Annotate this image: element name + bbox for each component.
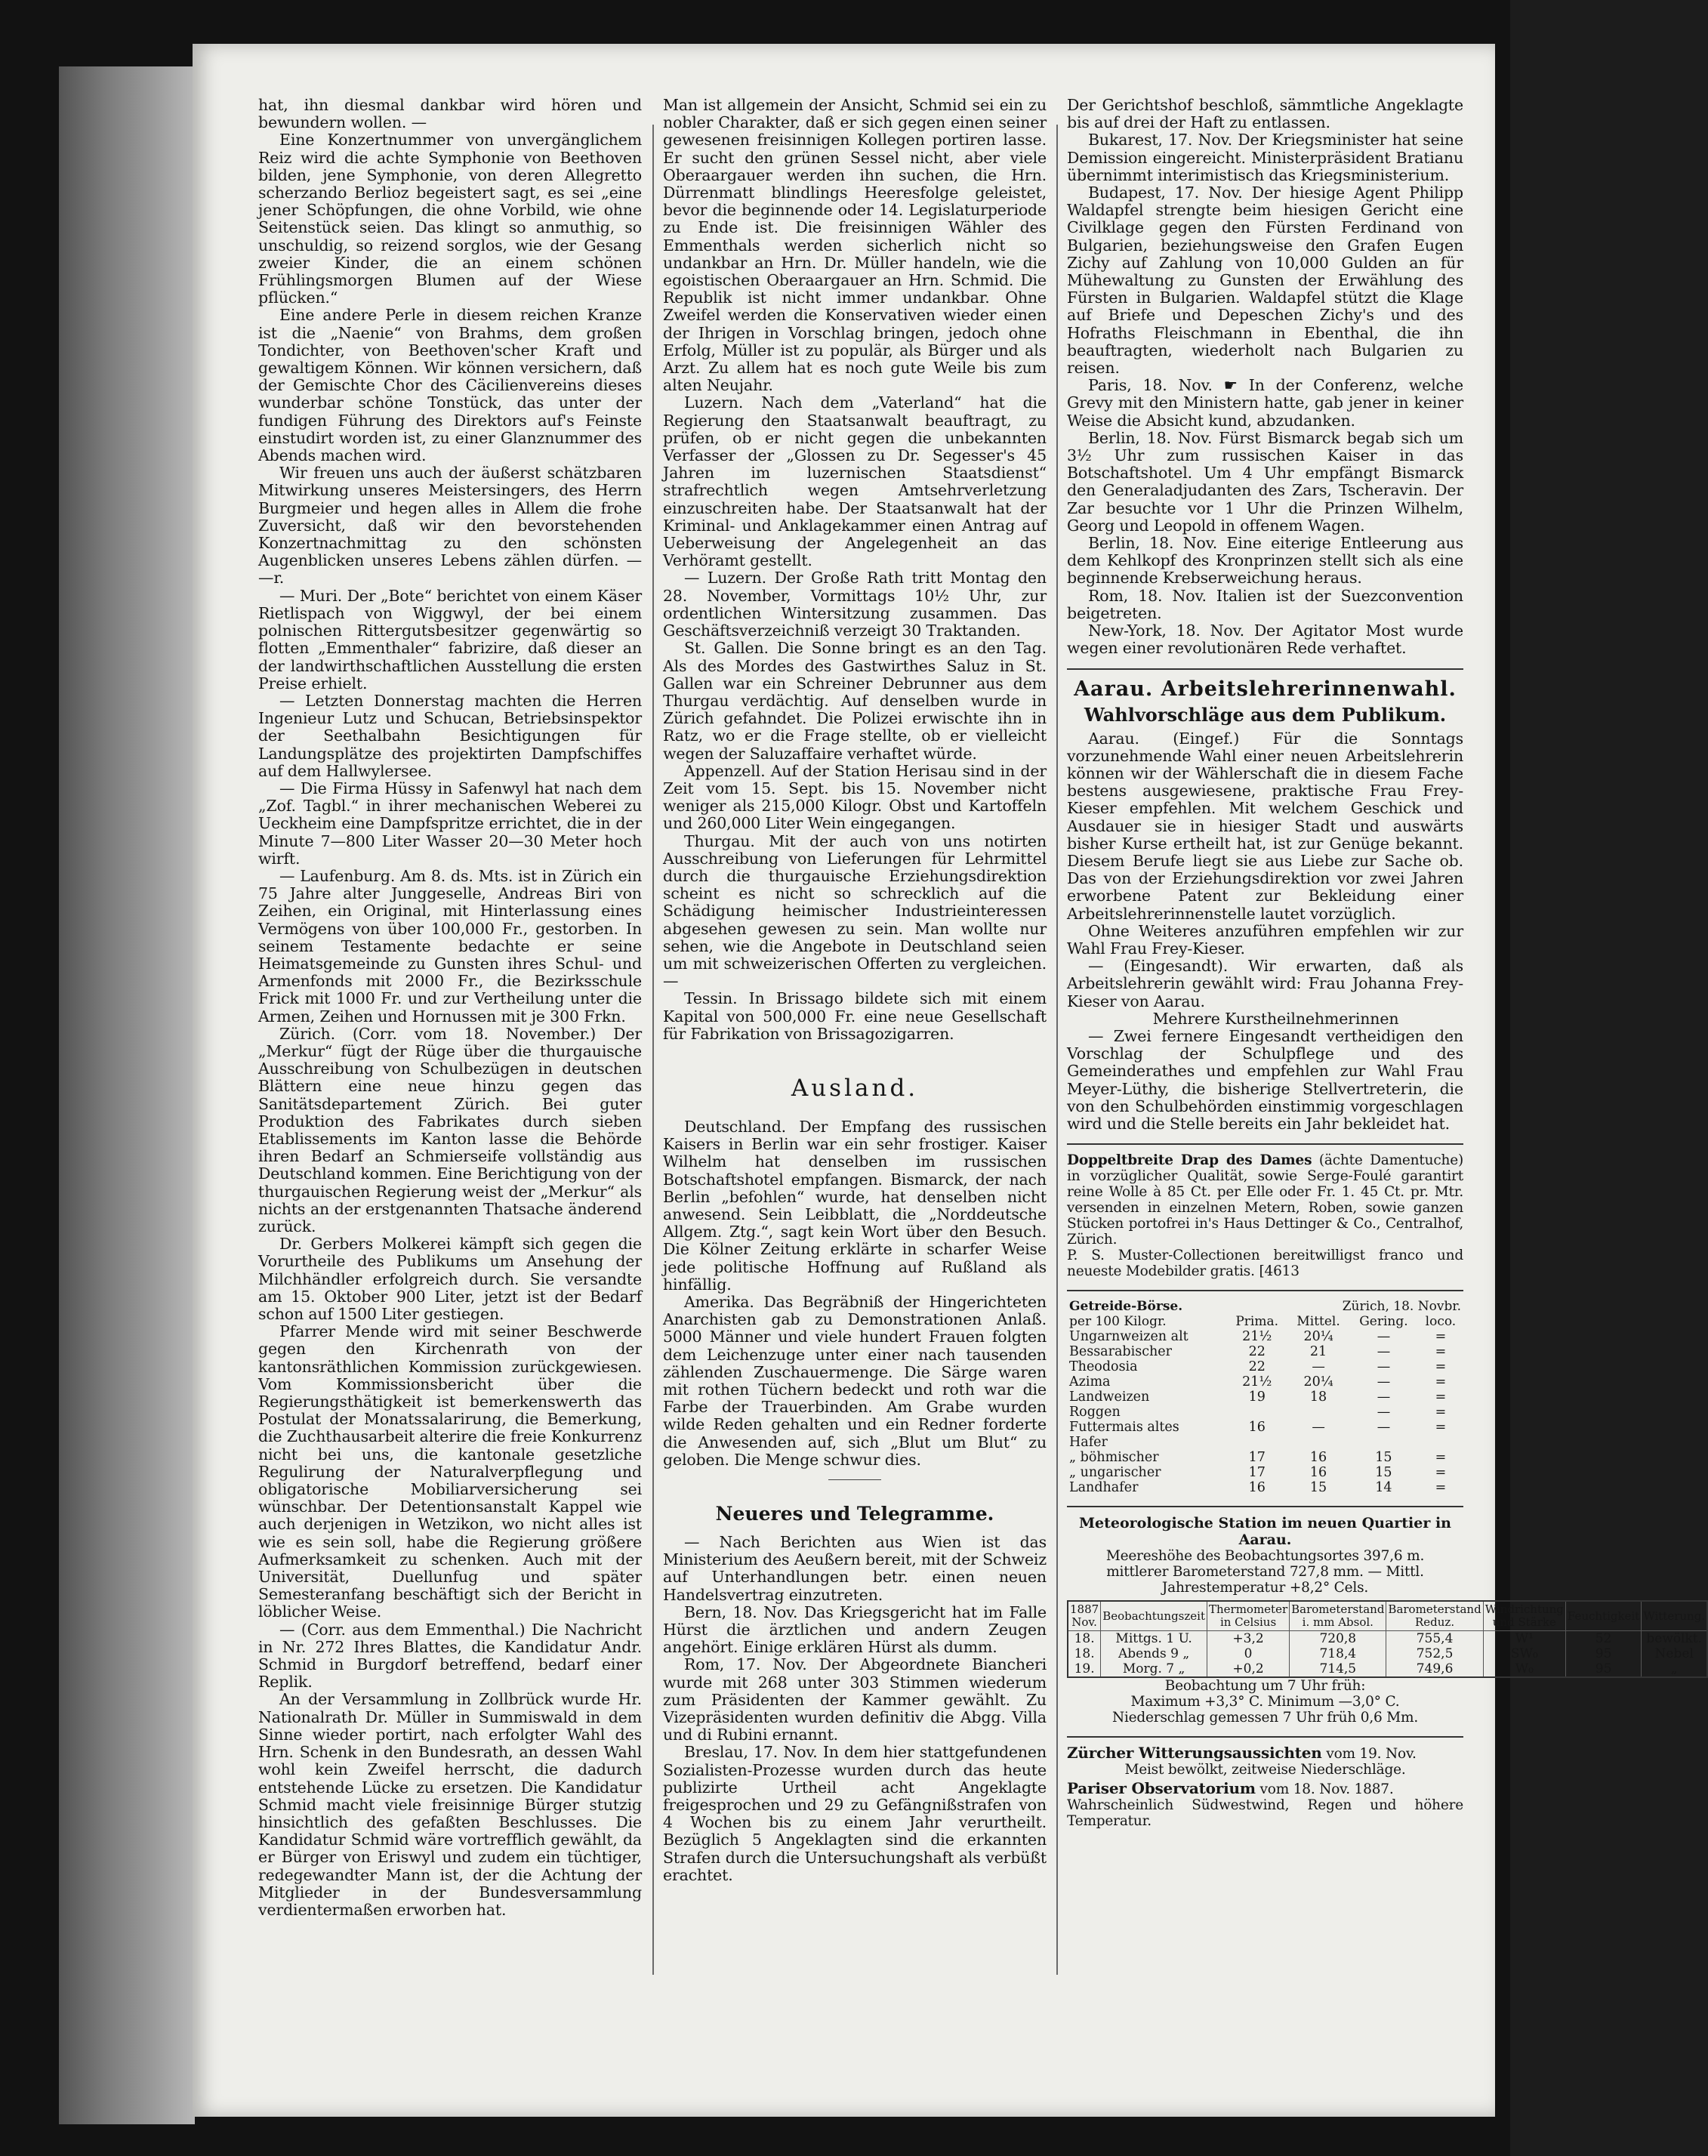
aarau-subheading: Wahlvorschläge aus dem Publikum. bbox=[1084, 703, 1447, 726]
boerse-price: 17 bbox=[1248, 1465, 1266, 1481]
article-paragraph: Amerika. Das Begräbniß der Hingerichteten Anarchisten gab zu Demonstrationen Anlaß. 5000 Männer und viele hundert Frauen folgten dem Leichenzuge unter einer nach tausenden zählenden Zuschauermenge. Die Särge waren mit rothen Tüchern bedeckt und roth war die Farbe der Trauerbinden. Am Grabe wurden wilde Reden gehalten und ein Redner forderte die Anwesenden auf, sich „Blut um Blut“ zu geloben. Die Menge schwur dies. bbox=[663, 1293, 1047, 1469]
boerse-price bbox=[1349, 1435, 1418, 1450]
met-cell: 752,5 bbox=[1386, 1646, 1483, 1661]
met-cell: 720,8 bbox=[1290, 1631, 1386, 1647]
boerse-price bbox=[1418, 1435, 1463, 1450]
boerse-row bbox=[1067, 1480, 1463, 1495]
boerse-row bbox=[1067, 1359, 1463, 1374]
boerse-price: 21 bbox=[1309, 1344, 1327, 1360]
boerse-price: — bbox=[1377, 1374, 1391, 1390]
met-cell: bewölkt. bbox=[1642, 1631, 1707, 1647]
article-paragraph: — Laufenburg. Am 8. ds. Mts. ist in Zürich ein 75 Jahre alter Junggeselle, Andreas Biri von Zeihen, ein Original, mit Hinterlassung eines Vermögens von über 100,000 Fr., gestorben. In seinem Testamente bedachte er seine Heimatsgemeinde zu Gunsten ihres Schul- und Armenfonds mit 2000 Fr., die Bezirksschule Frick mit 1000 Fr. und zur Vertheilung unter die Armen, Zeihen und Hornussen mit je 300 Frkn. bbox=[258, 866, 642, 1026]
article-paragraph: Aarau. (Eingef.) Für die Sonntags vorzunehmende Wahl einer neuen Arbeitslehrerin können wir der Wählerschaft die in diesem Fache bestens ausgewiesene, praktische Frau Frey-Kieser empfehlen. Mit welchem Geschick und Ausdauer sie in hiesiger Stadt und auswärts bisher Kurse ertheilt hat, ist zur Genüge bekannt. Diesem Berufe liegt sie aus Liebe zur Sache ob. Das von der Erziehungsdirektion vor zwei Jahren erworbene Patent zur Bekleidung einer Arbeitslehrerinnenstelle lautet vorzüglich. bbox=[1067, 729, 1463, 923]
boerse-price: — bbox=[1312, 1420, 1325, 1436]
boerse-price: — bbox=[1312, 1359, 1325, 1375]
article-paragraph: Rom, 18. Nov. Italien ist der Suezconvention beigetreten. bbox=[1067, 586, 1463, 622]
met-row bbox=[1068, 1661, 1707, 1677]
grain-exchange bbox=[1067, 1299, 1463, 1495]
boerse-price: 19 bbox=[1248, 1390, 1266, 1405]
boerse-price bbox=[1226, 1405, 1287, 1420]
observatory-title: Pariser Observatorium bbox=[1067, 1779, 1256, 1798]
article-paragraph: — Muri. Der „Bote“ berichtet von einem Käser Rietlispach von Wiggwyl, der bei einem polnischen Rittergutsbesitzer gegenwärtig so flotten „Emmenthaler“ fabrizire, daß dieser an der landwirthschaftlichen Ausstellung die ersten Preise erhielt. bbox=[258, 586, 642, 692]
article-paragraph: — (Eingesandt). Wir erwarten, daß als Arbeitslehrerin gewählt wird: Frau Johanna Frey-Kieser von Aarau. bbox=[1067, 957, 1463, 1010]
boerse-row bbox=[1067, 1344, 1463, 1359]
article-paragraph: St. Gallen. Die Sonne bringt es an den Tag. Als des Mordes des Gastwirthes Saluz in St. Gallen war ein Schreiner Debrunner aus dem Thurgau verdächtig. Auf denselben wurde in Zürich gefahndet. Die Polizei erwischte ihn in Ratz, wo er die Frage stellte, ob er vielleicht wegen der Saluzaffaire verhaftet würde. bbox=[663, 639, 1047, 763]
column-rule bbox=[1056, 125, 1058, 1975]
ad-number: [4613 bbox=[1259, 1263, 1299, 1280]
met-header: Feuchtigkeit bbox=[1565, 1601, 1641, 1631]
boerse-row bbox=[1067, 1420, 1463, 1435]
boerse-price: — bbox=[1377, 1405, 1391, 1420]
book-spine bbox=[59, 66, 195, 2124]
article-paragraph: Dr. Gerbers Molkerei kämpft sich gegen die Vorurtheile des Publikums um Ansehung der Milchhändler erfolgreich durch. Sie versandte am 15. Oktober 900 Liter, jetzt ist der Bedarf schon auf 1500 Liter gestiegen. bbox=[258, 1235, 642, 1324]
article-paragraph: Deutschland. Der Empfang des russischen Kaisers in Berlin war ein sehr frostiger. Kaiser Wilhelm hat denselben im russischen Botschaftshotel empfangen. Bismarck, der nach Berlin „befohlen“ wurde, hat denselben nicht anwesend. Sein Leibblatt, die „Norddeutsche Allgem. Ztg.“, sagt kein Wort über den Besuch. Die Kölner Zeitung erklärte in scharfer Weise jede politische Hoffnung auf Rußland als hinfällig. bbox=[663, 1117, 1047, 1294]
article-paragraph: Appenzell. Auf der Station Herisau sind in der Zeit vom 15. Sept. bis 15. November nicht weniger als 215,000 Kilogr. Obst und Kartoffeln und 260,000 Liter Wein eingegangen. bbox=[663, 761, 1047, 833]
boerse-title: Getreide-Börse. bbox=[1069, 1299, 1183, 1315]
boerse-col: Mittel. bbox=[1296, 1314, 1340, 1330]
boerse-price bbox=[1287, 1405, 1349, 1420]
boerse-grain: Roggen bbox=[1069, 1405, 1121, 1420]
divider bbox=[1067, 1143, 1463, 1145]
met-cell: +0,2 bbox=[1207, 1661, 1289, 1677]
met-header: Barometerstand i. mm Absol. bbox=[1290, 1601, 1386, 1631]
met-header: Windrichtung und Stärke bbox=[1483, 1601, 1565, 1631]
boerse-price: 16 bbox=[1248, 1420, 1266, 1436]
boerse-price: — bbox=[1377, 1359, 1391, 1375]
divider bbox=[828, 1479, 881, 1480]
aarau-heading: Aarau. Arbeitslehrerinnenwahl. bbox=[1074, 677, 1457, 701]
boerse-price: 16 bbox=[1248, 1480, 1266, 1496]
boerse-row bbox=[1067, 1405, 1463, 1420]
boerse-grain: Ungarnweizen alt bbox=[1069, 1329, 1189, 1345]
boerse-col: Gering. bbox=[1359, 1314, 1408, 1330]
article-paragraph: — Die Firma Hüssy in Safenwyl hat nach dem „Zof. Tagbl.“ in ihrer mechanischen Weberei zu Ueckheim eine Dampfspritze errichtet, die in der Minute 7—800 Liter Wasser 20—30 Meter hoch wirft. bbox=[258, 779, 642, 868]
boerse-price: = bbox=[1435, 1480, 1447, 1496]
advertisement bbox=[1067, 1152, 1463, 1279]
signature: Mehrere Kurstheilnehmerinnen bbox=[1152, 1009, 1399, 1028]
boerse-price: 22 bbox=[1248, 1344, 1266, 1360]
met-title: Meteorologische Station im neuen Quartier in Aarau. bbox=[1078, 1515, 1452, 1549]
boerse-row bbox=[1067, 1374, 1463, 1390]
met-header-row bbox=[1068, 1601, 1707, 1631]
boerse-grain: „ böhmischer bbox=[1069, 1450, 1159, 1466]
met-cell: 18. bbox=[1068, 1646, 1101, 1661]
boerse-row bbox=[1067, 1450, 1463, 1465]
ad-text: (ächte Damentuche) in vorzüglicher Qualität, sowie Serge-Foulé garantirt reine Wolle à 85 Ct. per Elle oder Fr. 1. 45 Ct. pr. Mtr. versenden in einzelnen Metern, Roben, sowie ganzen Stücken portofrei in's Haus Dettinger & Co., Centralhof, Zürich. bbox=[1067, 1152, 1463, 1248]
met-cell: 52 bbox=[1565, 1631, 1641, 1647]
boerse-price: 21½ bbox=[1242, 1374, 1272, 1390]
divider bbox=[1067, 1736, 1463, 1738]
boerse-grain: Azima bbox=[1069, 1374, 1111, 1390]
met-cell: 755,4 bbox=[1386, 1631, 1483, 1647]
column-middle bbox=[663, 97, 1047, 1992]
divider bbox=[1067, 1506, 1463, 1507]
boerse-grain: Theodosia bbox=[1069, 1359, 1138, 1375]
article-paragraph: hat, ihn diesmal dankbar wird hören und bewundern wollen. — bbox=[258, 96, 642, 132]
boerse-row bbox=[1067, 1390, 1463, 1405]
met-cell: 19. bbox=[1068, 1661, 1101, 1677]
boerse-grain: Landweizen bbox=[1069, 1390, 1150, 1405]
article-paragraph: New-York, 18. Nov. Der Agitator Most wurde wegen einer revolutionären Rede verhaftet. bbox=[1067, 622, 1463, 658]
met-header: Witterung. bbox=[1642, 1601, 1707, 1631]
boerse-price: = bbox=[1435, 1405, 1447, 1420]
forecast-title: Zürcher Witterungsaussichten bbox=[1067, 1744, 1322, 1763]
ad-title: Doppeltbreite Drap des Dames bbox=[1067, 1152, 1312, 1169]
observatory-text: Wahrscheinlich Südwestwind, Regen und höhere Temperatur. bbox=[1067, 1797, 1463, 1830]
article-paragraph: Bern, 18. Nov. Das Kriegsgericht hat im Falle Hürst die ärztlichen und andern Zeugen angehört. Einige erklären Hürst als dumm. bbox=[663, 1602, 1047, 1657]
article-paragraph: Tessin. In Brissago bildete sich mit einem Kapital von 500,000 Fr. eine neue Gesellschaft für Fabrikation von Brissagozigarren. bbox=[663, 989, 1047, 1043]
boerse-grain: Landhafer bbox=[1069, 1480, 1139, 1496]
boerse-price: — bbox=[1377, 1329, 1391, 1345]
boerse-col: loco. bbox=[1425, 1314, 1457, 1330]
met-cell: 18. bbox=[1068, 1631, 1101, 1647]
boerse-price: 21½ bbox=[1242, 1329, 1272, 1345]
boerse-price: 17 bbox=[1248, 1450, 1266, 1466]
forecast-date: vom 19. Nov. bbox=[1326, 1746, 1417, 1763]
article-paragraph: Berlin, 18. Nov. Eine eiterige Entleerung aus dem Kehlkopf des Kronprinzen stellt sich als eine beginnende Krebserweichung heraus. bbox=[1067, 534, 1463, 588]
boerse-price: 22 bbox=[1248, 1359, 1266, 1375]
boerse-price bbox=[1226, 1435, 1287, 1450]
article-paragraph: — Luzern. Der Große Rath tritt Montag den 28. November, Vormittags 10½ Uhr, zur ordentlichen Wintersitzung zusammen. Das Geschäftsverzeichniß verzeigt 30 Traktanden. bbox=[663, 569, 1047, 640]
article-paragraph: Berlin, 18. Nov. Fürst Bismarck begab sich um 3½ Uhr zum russischen Kaiser in das Botschaftshotel. Um 4 Uhr empfängt Bismarck den Generaladjudanten des Zars, Tscheravin. Der Zar besuchte vor 1 Uhr die Prinzen Wilhelm, Georg und Leopold in offenem Wagen. bbox=[1067, 428, 1463, 535]
boerse-price: = bbox=[1435, 1390, 1447, 1405]
boerse-row bbox=[1067, 1329, 1463, 1344]
met-cell: 749,6 bbox=[1386, 1661, 1483, 1677]
boerse-price: = bbox=[1435, 1329, 1447, 1345]
met-cell: Nebel bbox=[1642, 1646, 1707, 1661]
met-cell: SW₀ bbox=[1483, 1646, 1565, 1661]
met-cell: W¹ bbox=[1483, 1631, 1565, 1647]
met-cell: 718,4 bbox=[1290, 1646, 1386, 1661]
article-paragraph: Breslau, 17. Nov. In dem hier stattgefundenen Sozialisten-Prozesse wurden durch das heute publizirte Urtheil acht Angeklagte freigesprochen und 29 zu Gefängnißstrafen von 4 Wochen bis zu einem Jahr verurtheilt. Bezüglich 5 Angeklagten sind die erkannten Strafen durch die Untersuchungshaft als verbüßt erachtet. bbox=[663, 1743, 1047, 1884]
boerse-price: 15 bbox=[1375, 1465, 1392, 1481]
boerse-price: — bbox=[1377, 1390, 1391, 1405]
article-paragraph: — Letzten Donnerstag machten die Herren Ingenieur Lutz und Schucan, Betriebsinspektor der Seethalbahn Besichtigungen für Landungsplätze des projektirten Dampfschiffes auf dem Hallwylersee. bbox=[258, 691, 642, 780]
article-paragraph: Der Gerichtshof beschloß, sämmtliche Angeklagte bis auf drei der Haft zu entlassen. bbox=[1067, 96, 1463, 132]
boerse-grain: „ ungarischer bbox=[1069, 1465, 1161, 1481]
article-paragraph: Pfarrer Mende wird mit seiner Beschwerde gegen den Kirchenrath von der kantonsräthlichen Kommission zurückgewiesen. Vom Kommissionsbericht über die Regierungsthätigkeit ist bemerkenswerth das Postulat der Monatssalarirung, die Bemerkung, die Zuchthausarbeit alterire die freie Konkurrenz nicht bei uns, die kantonale gesetzliche Regulirung der Naturalverpflegung und obligatorische Mobiliarversicherung sei wünschbar. Der Detentionsanstalt Kappel wie auch derjenigen in Wetzikon, wo nicht alles ist wie es sein soll, habe die Regierung größere Aufmerksamkeit zu schenken. Auch mit der Universität, Duellunfug und später Semesteranfang beschäftigt sich der Bericht in löblicher Weise. bbox=[258, 1322, 642, 1621]
boerse-price: = bbox=[1435, 1344, 1447, 1360]
met-header: Thermometer in Celsius bbox=[1207, 1601, 1289, 1631]
column-rule bbox=[652, 125, 654, 1975]
article-paragraph: Wir freuen uns auch der äußerst schätzbaren Mitwirkung unseres Meistersingers, des Herrn Burgmeier und hegen alles in Allem die frohe Zuversicht, daß wir den bevorstehenden Konzertnachmittag zu den schönsten Augenblicken unseres Lebens zählen dürfen. — —r. bbox=[258, 464, 642, 588]
article-paragraph: Eine Konzertnummer von unvergänglichem Reiz wird die achte Symphonie von Beethoven bilden, jene Symphonie, von deren Allegretto scherzando Berlioz begeistert sagt, es sei „eine jener Schöpfungen, die ohne Vorbild, wie ohne Seitenstück seien. Das klingt so anmuthig, so unschuldig, so reizend sorglos, wie der Gesang zweier Kinder, die an einem schönen Frühlingsmorgen Blumen auf der Wiese pflücken.“ bbox=[258, 131, 642, 307]
boerse-price: 16 bbox=[1309, 1465, 1327, 1481]
divider bbox=[1067, 1290, 1463, 1291]
met-header: Barometerstand Reduz. bbox=[1386, 1601, 1483, 1631]
boerse-price: 15 bbox=[1375, 1450, 1392, 1466]
met-cell: „ bbox=[1642, 1661, 1707, 1677]
boerse-price: = bbox=[1435, 1450, 1447, 1466]
article-paragraph: Budapest, 17. Nov. Der hiesige Agent Philipp Waldapfel strengte beim hiesigen Gericht eine Civilklage gegen den Fürsten Ferdinand von Bulgarien, beziehungsweise den Grafen Eugen Zichy auf Zahlung von 10,000 Gulden an für Mühewaltung zu Gunsten der Erwählung des Fürsten in Bulgarien. Waldapfel stützt die Klage auf Briefe und Depeschen Zichy's und des Hofraths Fleischmann in Ebenthal, die ihn beauftragten, wiederholt nach Bulgarien zu reisen. bbox=[1067, 184, 1463, 378]
met-cell: Abends 9 „ bbox=[1101, 1646, 1207, 1661]
met-row bbox=[1068, 1646, 1707, 1661]
met-line: mittlerer Barometerstand 727,8 mm. — Mittl. Jahrestemperatur +8,2° Cels. bbox=[1106, 1564, 1424, 1596]
met-line: Meereshöhe des Beobachtungsortes 397,6 m. bbox=[1105, 1548, 1425, 1565]
boerse-grain: Hafer bbox=[1069, 1435, 1108, 1451]
met-cell: 95 bbox=[1565, 1646, 1641, 1661]
boerse-price: 20¼ bbox=[1303, 1329, 1333, 1345]
article-paragraph: Thurgau. Mit der auch von uns notirten Ausschreibung von Lieferungen für Lehrmittel durch die thurgauische Erziehungsdirektion scheint es nicht so schrecklich auf die Schädigung heimischer Industrieinteressen abgesehen gewesen zu sein. Man wollte nur sehen, wie die Angebote in Deutschland seien um mit schweizerischen Offerten zu vergleichen. — bbox=[663, 831, 1047, 991]
boerse-price: = bbox=[1435, 1420, 1447, 1436]
boerse-row bbox=[1067, 1465, 1463, 1480]
article-paragraph: Bukarest, 17. Nov. Der Kriegsminister hat seine Demission eingereicht. Ministerpräsident Bratianu übernimmt interimistisch das Kriegsministerium. bbox=[1067, 131, 1463, 184]
boerse-grain: Futtermais altes bbox=[1069, 1420, 1179, 1436]
boerse-place: Zürich, 18. Novbr. bbox=[1342, 1299, 1461, 1315]
boerse-row bbox=[1067, 1435, 1463, 1450]
boerse-price: 18 bbox=[1309, 1390, 1327, 1405]
boerse-price bbox=[1287, 1435, 1349, 1450]
met-cell: +3,2 bbox=[1207, 1631, 1289, 1647]
met-cell: 714,5 bbox=[1290, 1661, 1386, 1677]
article-paragraph: — (Corr. aus dem Emmenthal.) Die Nachricht in Nr. 272 Ihres Blattes, die Kandidatur Andr. Schmid in Burgdorf betreffend, bedarf einer Replik. bbox=[258, 1620, 642, 1692]
boerse-unit: per 100 Kilogr. bbox=[1069, 1314, 1167, 1330]
boerse-price: = bbox=[1435, 1465, 1447, 1481]
boerse-price: — bbox=[1377, 1344, 1391, 1360]
met-cell: Mittgs. 1 U. bbox=[1101, 1631, 1207, 1647]
article-paragraph: Rom, 17. Nov. Der Abgeordnete Biancheri wurde mit 268 unter 303 Stimmen wiederum zum Präsidenten der Kammer gewählt. Zu Vizepräsidenten wurden definitiv die Abgg. Villa und di Rubini ernannt. bbox=[663, 1655, 1047, 1744]
forecast-text: Meist bewölkt, zeitweise Niederschläge. bbox=[1124, 1762, 1406, 1778]
observatory-date: vom 18. Nov. 1887. bbox=[1259, 1781, 1394, 1798]
article-paragraph: — Nach Berichten aus Wien ist das Ministerium des Aeußern bereit, mit der Schweiz auf Unterhandlungen betr. einen neuen Handelsvertrag einzutreten. bbox=[663, 1533, 1047, 1604]
met-foot: Niederschlag gemessen 7 Uhr früh 0,6 Mm. bbox=[1111, 1710, 1419, 1726]
boerse-grain: Bessarabischer bbox=[1069, 1344, 1172, 1360]
met-foot: Maximum +3,3° C. Minimum —3,0° C. bbox=[1130, 1694, 1400, 1710]
article-paragraph: Man ist allgemein der Ansicht, Schmid sei ein zu nobler Charakter, daß er sich gegen einen seiner gewesenen freisinnigen Kollegen portiren lasse. Er sucht den grünen Sessel nicht, aber viele Oberaargauer werden ihn suchen, die Hrn. Dürrenmatt blindlings Heeresfolge geleistet, bevor die beginnende oder 14. Legislaturperiode zu Ende ist. Die freisinnigen Wähler des Emmenthals werden sicherlich nicht so undankbar an Hrn. Dr. Müller handeln, wie die egoistischen Oberaargauer an Hrn. Schmid. Die Republik ist nicht immer undankbar. Ohne Zweifel werden die Konservativen wieder einen der Ihrigen in Vorschlag bringen, jedoch ohne Erfolg, Müller ist zu populär, als Bürger und als Arzt. Zu allem hat es noch gute Weile bis zum alten Neujahr. bbox=[663, 96, 1047, 395]
met-cell: Morg. 7 „ bbox=[1101, 1661, 1207, 1677]
met-row bbox=[1068, 1631, 1707, 1647]
article-paragraph: Luzern. Nach dem „Vaterland“ hat die Regierung den Staatsanwalt beauftragt, zu prüfen, ob er nicht gegen die unbekannten Verfasser der „Glossen zu Dr. Segesser's 45 Jahren im luzernischen Staatsdienst“ strafrechtlich wegen Amtsehrverletzung einzuschreiten habe. Der Staatsanwalt hat der Kriminal- und Anklagekammer einen Antrag auf Ueberweisung der Angelegenheit an das Verhöramt gestellt. bbox=[663, 393, 1047, 570]
column-right bbox=[1067, 96, 1706, 1992]
weather-station bbox=[1067, 1515, 1706, 1726]
boerse-price: = bbox=[1435, 1359, 1447, 1375]
met-cell: 95 bbox=[1565, 1661, 1641, 1677]
section-title-ausland: Ausland. bbox=[791, 1074, 919, 1102]
article-paragraph: Eine andere Perle in diesem reichen Kranze ist die „Naenie“ von Brahms, dem großen Tondichter, von Beethoven'scher Kraft und gewaltigem Können. Wir können versichern, daß der Gemischte Chor des Cäcilienvereins dieses wunderbar schöne Tonstück, das unter der fundigen Führung des Direktors auf's Feinste einstudirt worden ist, zu einer Glanznummer des Abends machen wird. bbox=[258, 306, 642, 465]
column-left bbox=[258, 97, 642, 1992]
boerse-price: 16 bbox=[1309, 1450, 1327, 1466]
boerse-rows bbox=[1067, 1329, 1463, 1495]
boerse-col: Prima. bbox=[1235, 1314, 1279, 1330]
met-foot: Beobachtung um 7 Uhr früh: bbox=[1164, 1678, 1366, 1695]
met-cell: W₀ bbox=[1483, 1661, 1565, 1677]
divider bbox=[1067, 668, 1463, 670]
section-title-telegramme: Neueres und Telegramme. bbox=[715, 1503, 994, 1525]
met-header: 1887 Nov. bbox=[1068, 1601, 1101, 1631]
boerse-price: 14 bbox=[1375, 1480, 1392, 1496]
met-cell: 0 bbox=[1207, 1646, 1289, 1661]
article-paragraph: — Zwei fernere Eingesandt vertheidigen den Vorschlag der Schulpflege und des Gemeinderathes und empfehlen zur Wahl Frau Meyer-Lüthy, die bisherige Stellvertreterin, die von den Schulbehörden einstimmig vorgeschlagen wird und die Stelle bereits ein Jahr bekleidet hat. bbox=[1067, 1026, 1463, 1133]
boerse-price: — bbox=[1377, 1420, 1391, 1436]
ad-ps: P. S. Muster-Collectionen bereitwilligst franco und neueste Modebilder gratis. bbox=[1067, 1248, 1463, 1280]
boerse-price: 15 bbox=[1309, 1480, 1327, 1496]
article-paragraph: Ohne Weiteres anzuführen empfehlen wir zur Wahl Frau Frey-Kieser. bbox=[1067, 921, 1463, 958]
met-header: Beobachtungszeit bbox=[1101, 1601, 1207, 1631]
article-paragraph: An der Versammlung in Zollbrück wurde Hr. Nationalrath Dr. Müller in Summiswald in dem Sinne wieder portirt, nach erfolgter Wahl des Hrn. Schenk in den Bundesrath, an dessen Wahl wohl kein Zweifel herrscht, die dadurch entstehende Lücke zu ersetzen. Die Kandidatur Schmid macht viele freisinnige Bürger stutzig hinsichtlich des gefaßten Beschlusses. Die Kandidatur Schmid wäre vortrefflich gewählt, da er Bürger von Eriswyl und zudem ein tüchtiger, redegewandter Mann ist, der die Achtung der Mitglieder in der Bundesversammlung verdientermaßen erworben hat. bbox=[258, 1690, 642, 1919]
boerse-price: = bbox=[1435, 1374, 1447, 1390]
article-paragraph: Paris, 18. Nov. ☛ In der Conferenz, welche Grevy mit den Ministern hatte, gab jener in keiner Weise die Absicht kund, abzudanken. bbox=[1067, 376, 1463, 430]
boerse-price: 20¼ bbox=[1303, 1374, 1333, 1390]
article-paragraph: Zürich. (Corr. vom 18. November.) Der „Merkur“ fügt der Rüge über die thurgauische Ausschreibung von Schulbezügen in deutschen Blättern eine neue hinzu gegen das Sanitätsdepartement Zürich. Bei guter Produktion des Fabrikates durch sieben Etablissements im Kanton lasse die Behörde ihren Bedarf an Schmierseife vollständig aus Deutschland kommen. Eine Berichtigung von der thurgauischen Regierung weist der „Merkur“ als nichts an der erstgenannten Thatsache änderend zurück. bbox=[258, 1024, 642, 1235]
